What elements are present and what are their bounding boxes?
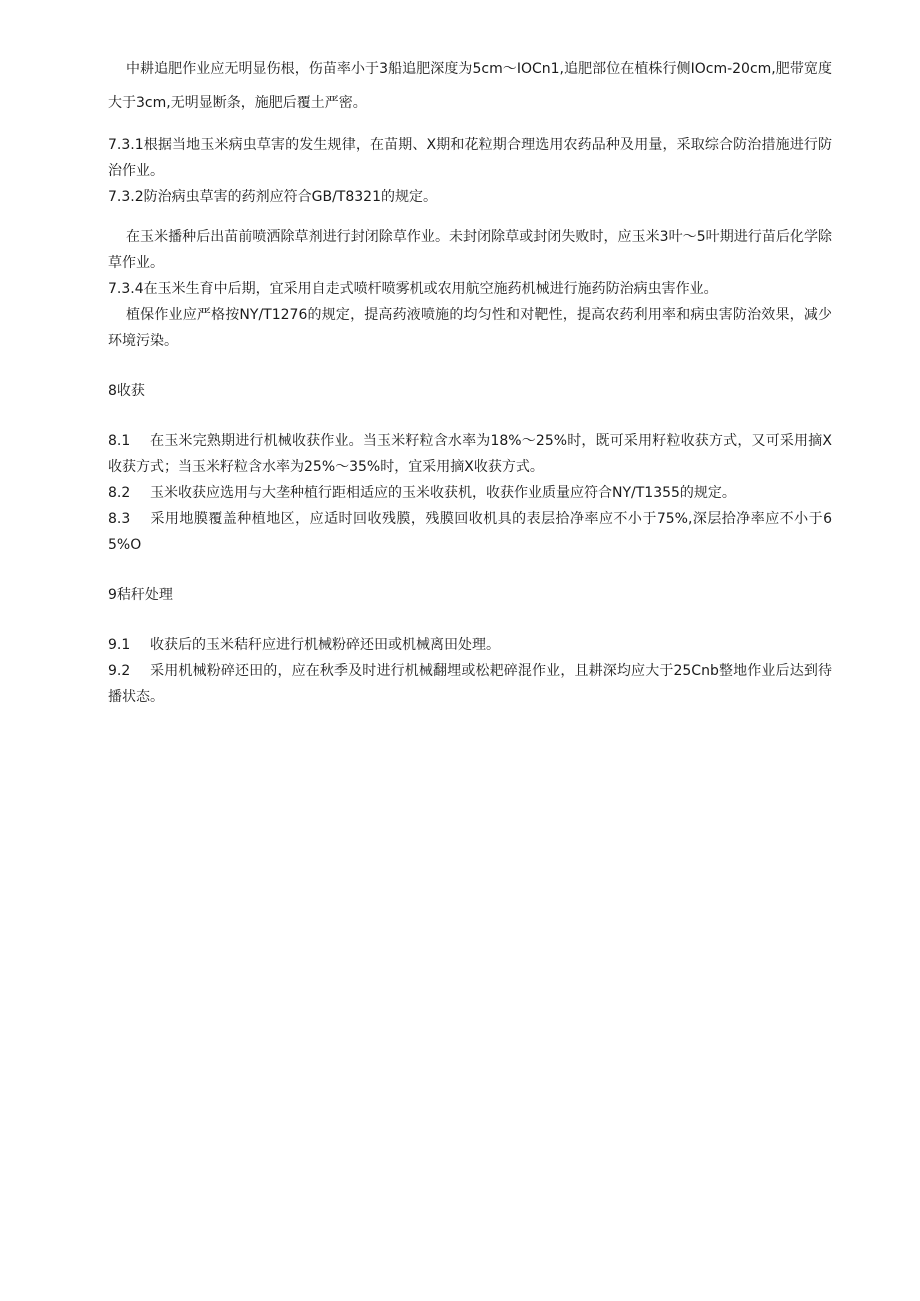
clause-text: 根据当地玉米病虫草害的发生规律，在苗期、X期和花粒期合理选用农药品种及用量，采取综合防治措施进行防治作业。 [108, 137, 832, 179]
clause-text: 采用机械粉碎还田的，应在秋季及时进行机械翻埋或松耙碎混作业，且耕深均应大于25Cnb整地作业后达到待播状态。 [108, 663, 832, 705]
paragraph-topdressing: 中耕追肥作业应无明显伤根，伤苗率小于3船追肥深度为5cm～IOCn1,追肥部位在植株行侧IOcm-20cm,肥带宽度大于3cm,无明显断条，施肥后覆土严密。 [108, 61, 832, 111]
clause-9-2 [108, 658, 832, 710]
clause-8-2 [108, 480, 832, 506]
clause-number: 8.2 [108, 485, 131, 501]
clause-number: 7.3.1 [108, 137, 144, 153]
clause-number: 9.1 [108, 637, 131, 653]
section-heading-9: 9秸秆处理 [108, 587, 173, 603]
clause-7-3-2 [108, 184, 832, 210]
clause-number: 8.3 [108, 511, 131, 527]
clause-7-3-1 [108, 132, 832, 184]
clause-number: 7.3.2 [108, 189, 144, 205]
clause-number: 7.3.4 [108, 281, 144, 297]
paragraph-plant-protection: 植保作业应严格按NY/T1276的规定，提高药液喷施的均匀性和对靶性，提高农药利用率和病虫害防治效果，减少环境污染。 [108, 307, 832, 349]
clause-number: 8.1 [108, 433, 131, 449]
clause-text: 收获后的玉米秸秆应进行机械粉碎还田或机械离田处理。 [150, 637, 500, 653]
clause-text: 采用地膜覆盖种植地区，应适时回收残膜，残膜回收机具的表层拾净率应不小于75%,深层拾净率应不小于65%O [108, 511, 832, 553]
clause-8-3 [108, 506, 832, 558]
clause-8-1 [108, 428, 832, 480]
clause-text: 防治病虫草害的药剂应符合GB/T8321的规定。 [143, 189, 437, 205]
clause-7-3-4 [108, 276, 832, 302]
clause-text: 玉米收获应选用与大垄种植行距相适应的玉米收获机，收获作业质量应符合NY/T1355的规定。 [150, 485, 736, 501]
paragraph-weed-control: 在玉米播种后出苗前喷洒除草剂进行封闭除草作业。未封闭除草或封闭失败时，应玉米3叶～5叶期进行苗后化学除草作业。 [108, 229, 832, 271]
clause-text: 在玉米生育中后期，宜采用自走式喷杆喷雾机或农用航空施药机械进行施药防治病虫害作业。 [143, 281, 718, 297]
document-page [108, 52, 832, 710]
clause-text: 在玉米完熟期进行机械收获作业。当玉米籽粒含水率为18%～25%时，既可采用籽粒收获方式，又可采用摘X收获方式；当玉米籽粒含水率为25%～35%时，宜采用摘X收获方式。 [108, 433, 832, 475]
section-heading-8: 8收获 [108, 383, 145, 399]
clause-number: 9.2 [108, 663, 131, 679]
clause-9-1 [108, 632, 832, 658]
